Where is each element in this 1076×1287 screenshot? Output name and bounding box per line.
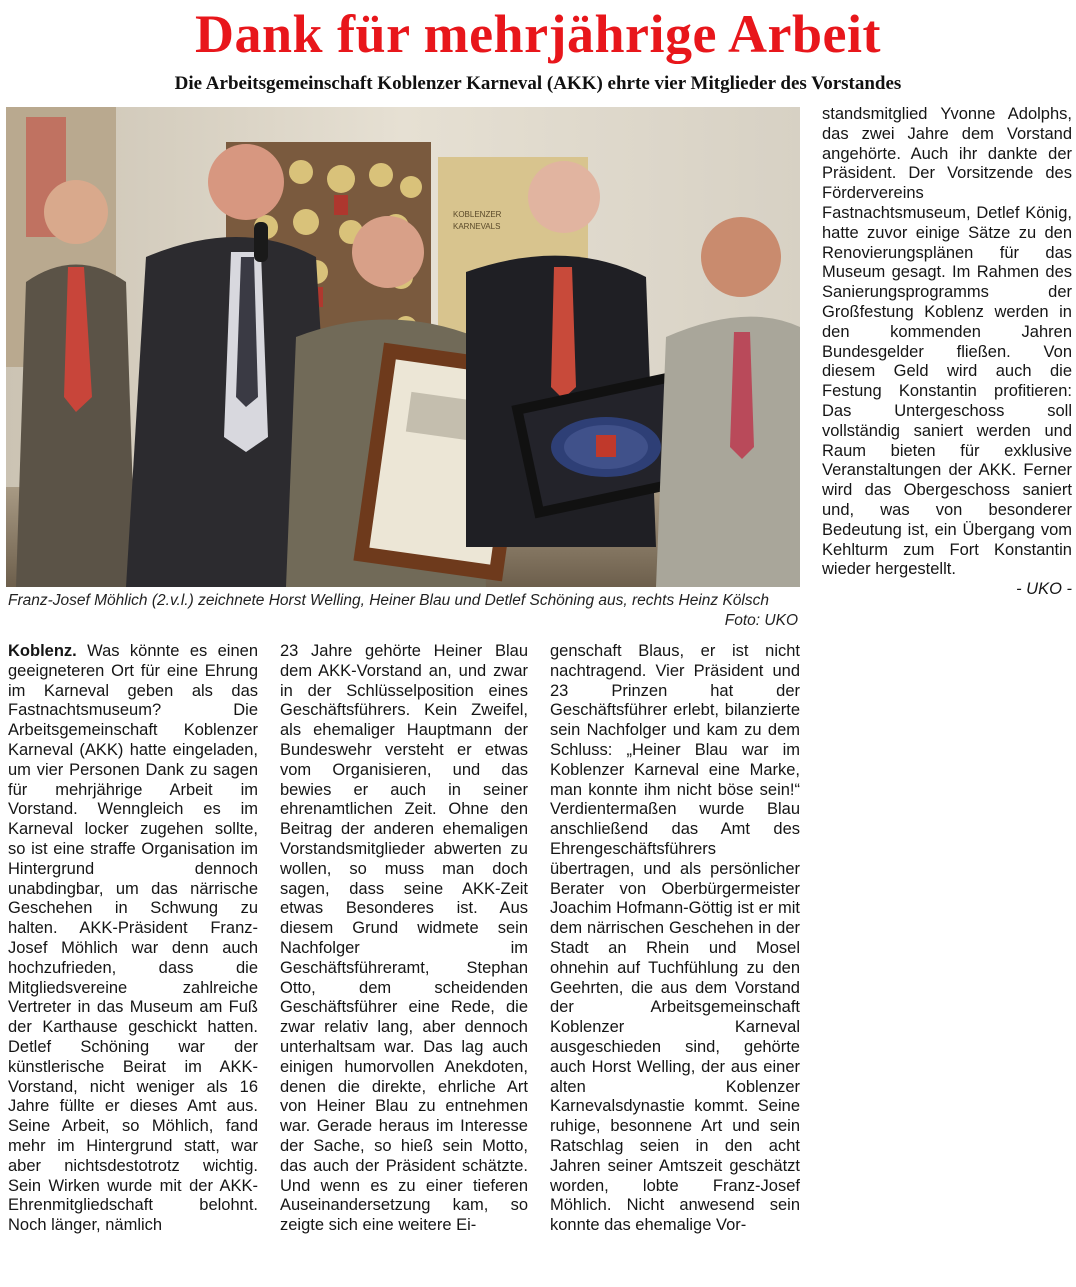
article-column-3 (550, 642, 800, 1236)
column-2-text: 23 Jahre gehörte Heiner Blau dem AKK-Vorstand an, und zwar in der Schlüsselposition eines Geschäftsführers. Kein Zweifel, als ehemaliger Hauptmann der Bundeswehr versteht er etwas vom Organisieren, und das bewies er auch in seiner ehrenamtlichen Zeit. Ohne den Beitrag der anderen ehemaligen Vorstandsmitglieder abwerten zu wollen, so muss man doch sagen, dass seine AKK-Zeit etwas Besonderes ist. Aus diesem Grund widmete sein Nachfolger im Geschäftsführeramt, Stephan Otto, dem scheidenden Geschäftsführer eine Rede, die zwar relativ lang, aber dennoch unterhaltsam war. Das lag auch einigen humorvollen Anekdoten, denen die direkte, ehrliche Art von Heiner Blau zu entnehmen war. Gerade heraus im Interesse der Sache, so hieß sein Motto, das auch der Präsident schätzte. Und wenn es zu einer tieferen Auseinandersetzung kam, so zeigte sich eine weitere Ei- (280, 642, 528, 1235)
headline: Dank für mehrjährige Arbeit (195, 4, 881, 64)
column-4-text: standsmitglied Yvonne Adolphs, das zwei Jahre dem Vorstand angehörte. Auch ihr dankte der Präsident. Der Vorsitzende des Fördervereins Fastnachtsmuseum, Detlef König, hatte zuvor einige Sätze zu den Renovierungsplänen für das Museum gesagt. Im Rahmen des Sanierungsprogramms der Großfestung Koblenz werden in den kommenden Jahren Bundesgelder fließen. Von diesem Geld wird auch die Festung Konstantin profitieren: Das Untergeschoss soll vollständig saniert werden und Raum bieten für exklusive Veranstaltungen der AKK. Ferner wird das Obergeschoss saniert und, was von besonderer Bedeutung ist, ein Übergang vom Kehlturm zum Fort Konstantin wieder hergestellt. (822, 105, 1072, 579)
author-signature: - UKO - (1016, 580, 1072, 599)
article-column-1 (8, 642, 258, 1236)
subheadline: Die Arbeitsgemeinschaft Koblenzer Karneval (AKK) ehrte vier Mitglieder des Vorstandes (174, 73, 902, 94)
article-column-4 (822, 105, 1072, 600)
svg-text:KOBLENZER: KOBLENZER (453, 210, 502, 219)
photo-caption (8, 591, 800, 629)
dateline: Koblenz. (8, 642, 77, 660)
caption-text: Franz-Josef Möhlich (2.v.l.) zeichnete Horst Welling, Heiner Blau und Detlef Schöning aus, rechts Heinz Kölsch (8, 592, 769, 609)
svg-text:KARNEVALS: KARNEVALS (453, 222, 501, 231)
photo-credit: Foto: UKO (724, 612, 798, 629)
article-column-2 (280, 642, 528, 1236)
column-3-text: genschaft Blaus, er ist nicht nachtragend. Vier Präsident und 23 Prinzen hat der Geschäftsführer erlebt, bilanzierte sein Nachfolger und kam zu dem Schluss: „Heiner Blau war im Koblenzer Karneval eine Marke, man konnte ihm nicht böse sein!“ Verdientermaßen wurde Blau anschließend das Amt des Ehrengeschäftsführers übertragen, und als persönlicher Berater von Oberbürgermeister Joachim Hofmann-Göttig ist er mit dem närrischen Geschehen in der Stadt an Rhein und Mosel ohnehin auf Tuchfühlung zu den Geehrten, die aus dem Vorstand der Arbeitsgemeinschaft Koblenzer Karneval ausgeschieden sind, gehörte auch Horst Welling, der aus einer alten Koblenzer Karnevalsdynastie kommt. Seine ruhige, besonnene Art und sein Ratschlag seien in den acht Jahren seiner Amtszeit geschätzt worden, lobte Franz-Josef Möhlich. Nicht anwesend sein konnte das ehemalige Vor- (550, 642, 800, 1235)
article-photo (6, 107, 800, 587)
column-1-text: Was könnte es einen geeigneteren Ort für eine Ehrung im Karneval geben als das Fastnachtsmuseum? Die Arbeitsgemeinschaft Koblenzer Karneval (AKK) hatte eingeladen, um vier Personen Dank zu sagen für mehrjährige Arbeit im Vorstand. Wenngleich es im Karneval locker zugehen sollte, so ist eine straffe Organisation im Hintergrund dennoch unabdingbar, um das närrische Geschehen in Schwung zu halten. AKK-Präsident Franz-Josef Möhlich war denn auch hochzufrieden, dass die Mitgliedsvereine zahlreiche Vertreter in das Museum am Fuß der Karthause geschickt hatten. Detlef Schöning war der künstlerische Beirat im AKK-Vorstand, nicht weniger als 16 Jahre füllte er dieses Amt aus. Seine Arbeit, so Möhlich, fand mehr im Hintergrund statt, war aber nichtsdestotrotz wichtig. Sein Wirken wurde mit der AKK-Ehrenmitgliedschaft belohnt. Noch länger, nämlich (8, 642, 258, 1235)
